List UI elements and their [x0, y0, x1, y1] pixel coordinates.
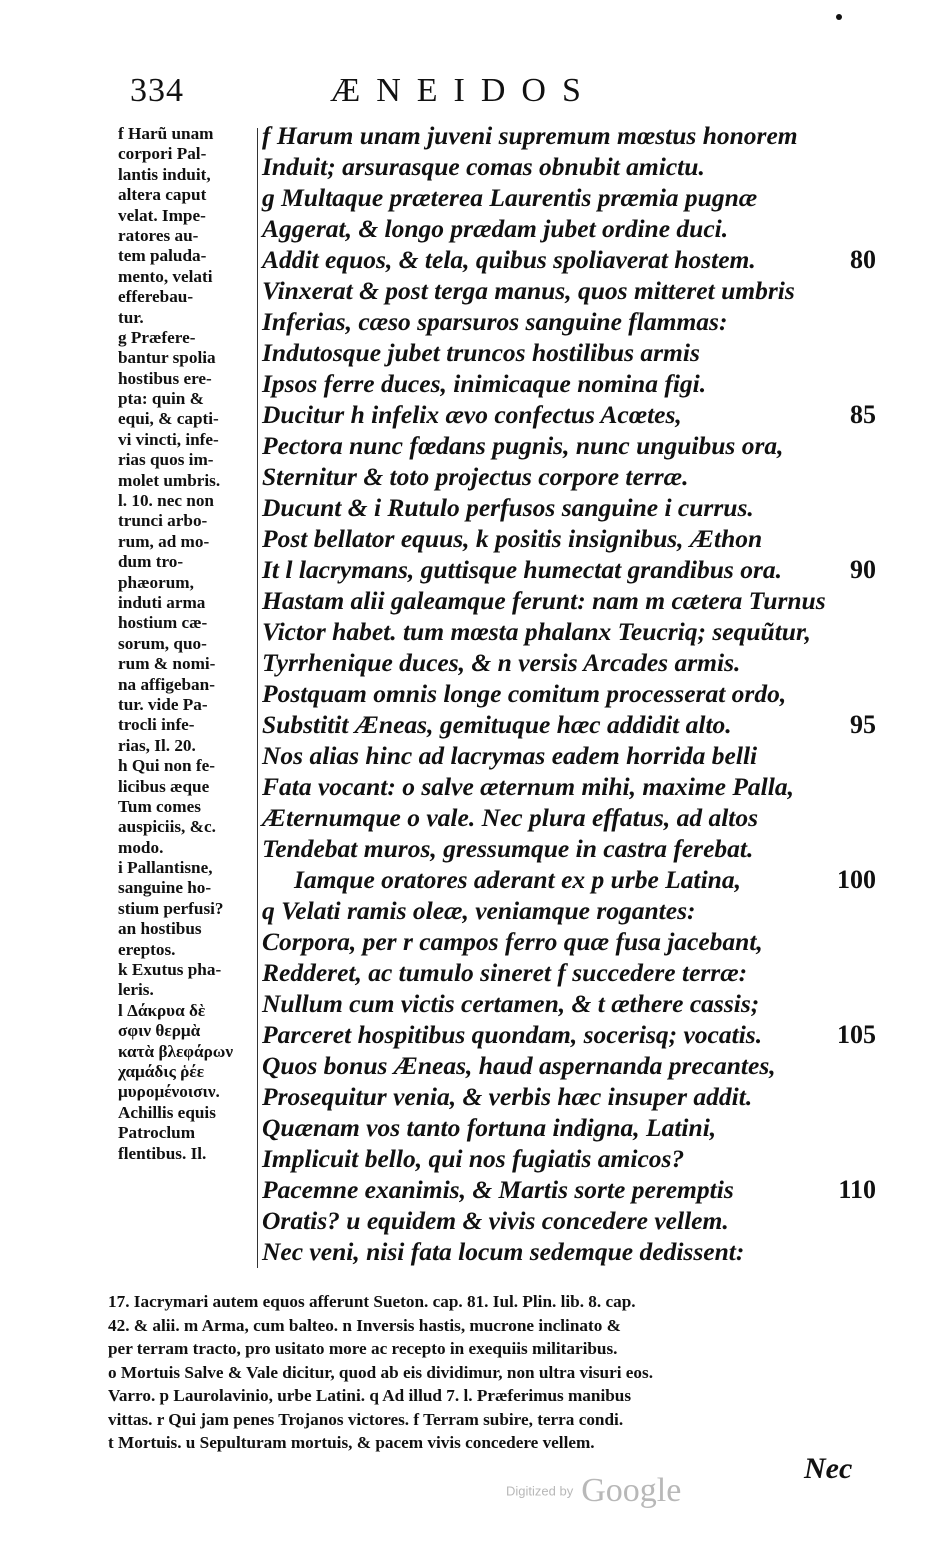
page-number: 334	[130, 72, 184, 109]
marginal-note-line: hostium cæ-	[118, 613, 208, 633]
marginal-note-line: induti arma	[118, 592, 206, 612]
verse-line	[262, 1205, 882, 1236]
footnote-line: 17. Iacrymari autem equos afferunt Sueton. cap. 81. Iul. Plin. lib. 8. cap.	[108, 1292, 636, 1311]
marginal-note-line: rum, ad mo-	[118, 531, 210, 551]
page-header	[120, 72, 680, 118]
marginal-note-line: Achillis equis	[118, 1102, 216, 1122]
verse-line	[262, 1081, 882, 1112]
marginal-note-line: efferebau-	[118, 287, 194, 307]
marginal-note-line: ratores au-	[118, 225, 199, 245]
marginal-note-line: tem paluda-	[118, 246, 207, 266]
verse-text: Pacemne exanimis, & Martis sorte peremptis	[262, 1175, 734, 1204]
verse-number: 85	[850, 400, 876, 429]
verse-text: Pectora nunc fœdans pugnis, nunc unguibus ora,	[262, 431, 784, 460]
verse-line	[262, 337, 882, 368]
marginal-note-line: modo.	[118, 837, 164, 857]
marginal-note-line: k Exutus pha-	[118, 960, 222, 980]
verse-number: 105	[837, 1020, 876, 1049]
marginal-note-line: licibus æque	[118, 776, 210, 796]
column-rule	[257, 128, 258, 1268]
marginal-notes	[118, 124, 250, 1164]
verse-text: Postquam omnis longe comitum processerat ordo,	[262, 679, 787, 708]
verse-line	[262, 399, 882, 430]
marginal-note-line: an hostibus	[118, 919, 202, 939]
verse-line	[262, 523, 882, 554]
marginal-note-line: phæorum,	[118, 572, 194, 592]
digitization-watermark	[506, 1472, 681, 1510]
verse-line	[262, 833, 882, 864]
verse-text: Redderet, ac tumulo sineret f succedere terræ:	[262, 958, 748, 987]
marginal-note-line: rias quos im-	[118, 450, 214, 470]
marginal-note-line: flentibus. Il.	[118, 1143, 207, 1163]
verse-text: Tyrrhenique duces, & n versis Arcades armis.	[262, 648, 741, 677]
marginal-note-line: sorum, quo-	[118, 633, 207, 653]
catchword: Nec	[804, 1452, 853, 1485]
marginal-note-line: equi, & capti-	[118, 409, 219, 429]
marginal-note-line: na affigeban-	[118, 674, 215, 694]
marginal-note-line: altera caput	[118, 185, 207, 205]
marginal-note-line: auspiciis, &c.	[118, 817, 216, 837]
footnote-line: Varro. p Laurolavinio, urbe Latini. q Ad illud 7. l. Præferimus manibus	[108, 1386, 632, 1405]
verse-text: Addit equos, & tela, quibus spoliaverat hostem.	[262, 245, 756, 274]
verse-text: Ipsos ferre duces, inimicaque nomina figi.	[262, 369, 707, 398]
verse-text: Corpora, per r campos ferro quæ fusa jacebant,	[262, 927, 763, 956]
verse-line	[262, 709, 882, 740]
marginal-note-line: l. 10. nec non	[118, 491, 214, 511]
verse-text: q Velati ramis oleæ, veniamque rogantes:	[262, 896, 696, 925]
running-title: ÆNEIDOS	[330, 72, 597, 109]
verse-text: Substitit Æneas, gemituque hæc addidit alto.	[262, 710, 732, 739]
verse-text: Victor habet. tum mœsta phalanx Teucriq; sequũtur,	[262, 617, 811, 646]
verse-number: 90	[850, 555, 876, 584]
marginal-note-line: lantis induit,	[118, 164, 211, 184]
marginal-note-line: mento, velati	[118, 266, 213, 286]
verse-line	[262, 802, 882, 833]
ink-dot	[836, 14, 842, 20]
verse-text: Nec veni, nisi fata locum sedemque dedissent:	[262, 1237, 745, 1266]
verse-text: Quænam vos tanto fortuna indigna, Latini,	[262, 1113, 717, 1142]
marginal-note-line: trocli infe-	[118, 715, 195, 735]
marginal-note-line: rum & nomi-	[118, 654, 216, 674]
marginal-note-line: trunci arbo-	[118, 511, 208, 531]
google-logo: Google	[581, 1472, 682, 1509]
verse-line	[262, 1112, 882, 1143]
footnotes	[108, 1290, 868, 1455]
marginal-note-line: corpori Pal-	[118, 144, 207, 164]
marginal-note-line: h Qui non fe-	[118, 756, 215, 776]
marginal-note-line: velat. Impe-	[118, 205, 206, 225]
marginal-note-line: κατὰ βλεφάρων	[118, 1041, 234, 1061]
marginal-note-line: g Præfere-	[118, 327, 196, 347]
verse-text: Sternitur & toto projectus corpore terræ.	[262, 462, 689, 491]
verse-line	[262, 244, 882, 275]
verse-text: Implicuit bello, qui nos fugiatis amicos?	[262, 1144, 685, 1173]
verse-number: 95	[850, 710, 876, 739]
verse-number: 80	[850, 245, 876, 274]
verse-text: Prosequitur venia, & verbis hæc insuper addit.	[262, 1082, 753, 1111]
verse-line	[262, 1143, 882, 1174]
verse-text: Vinxerat & post terga manus, quos mitteret umbris	[262, 276, 795, 305]
verse-line	[262, 275, 882, 306]
marginal-note-line: i Pallantisne,	[118, 858, 213, 878]
verse-text: Æternumque o vale. Nec plura effatus, ad altos	[262, 803, 759, 832]
marginal-note-line: Tum comes	[118, 796, 201, 816]
marginal-note-line: l Δάκρυα δὲ	[118, 1000, 206, 1020]
footnote-line: vittas. r Qui jam penes Trojanos victores. f Terram subire, terra condi.	[108, 1409, 624, 1429]
marginal-note-line: rias, Il. 20.	[118, 735, 196, 755]
marginal-note-line: molet umbris.	[118, 470, 221, 490]
verse-text: Indutosque jubet truncos hostilibus armis	[262, 338, 700, 367]
verse-text: Ducunt & i Rutulo perfusos sanguine i currus.	[262, 493, 754, 522]
verse-line	[262, 182, 882, 213]
verse-line	[262, 1236, 882, 1267]
footnote-line: 42. & alii. m Arma, cum balteo. n Inversis hastis, mucrone inclinato &	[108, 1315, 621, 1335]
verse-text: Induit; arsurasque comas obnubit amictu.	[262, 152, 705, 181]
marginal-note-line: f Harũ unam	[118, 124, 214, 143]
marginal-note-line: pta: quin &	[118, 389, 204, 409]
marginal-note-line: tur. vide Pa-	[118, 694, 208, 714]
verse-line	[262, 585, 882, 616]
verse-line	[262, 430, 882, 461]
marginal-note-line: sanguine ho-	[118, 878, 212, 898]
marginal-note-line: tur.	[118, 307, 144, 327]
verse-line	[262, 988, 882, 1019]
verse-line	[262, 678, 882, 709]
verse-text: Ducitur h infelix ævo confectus Acœtes,	[262, 400, 682, 429]
verse-text: Inferias, cæso sparsuros sanguine flammas:	[262, 307, 728, 336]
verse-line	[262, 1174, 882, 1205]
verse-line	[262, 492, 882, 523]
verse-text: Nullum cum victis certamen, & t æthere cassis;	[262, 989, 760, 1018]
verse-text: Post bellator equus, k positis insignibus, Æthon	[262, 524, 763, 553]
verse-line	[262, 771, 882, 802]
verse-text: Nos alias hinc ad lacrymas eadem horrida belli	[262, 741, 758, 770]
marginal-note-line: hostibus ere-	[118, 368, 212, 388]
verse-line	[262, 895, 882, 926]
verse-text: Fata vocant: o salve æternum mihi, maxime Palla,	[262, 772, 794, 801]
verse-text: Parceret hospitibus quondam, socerisq; vocatis.	[262, 1020, 763, 1049]
marginal-note-line: χαμάδις ῥέε	[118, 1061, 205, 1081]
verse-line	[262, 306, 882, 337]
marginal-note-line: stium perfusi?	[118, 898, 224, 918]
verse-line	[262, 368, 882, 399]
verse-line	[262, 647, 882, 678]
verse-text: g Multaque præterea Laurentis præmia pugnæ	[262, 183, 758, 212]
verse-line	[262, 554, 882, 585]
verse-text: Tendebat muros, gressumque in castra ferebat.	[262, 834, 754, 863]
verse-text: Iamque oratores aderant ex p urbe Latina,	[294, 865, 741, 894]
verse-text: It l lacrymans, guttisque humectat grandibus ora.	[262, 555, 783, 584]
verse-number: 100	[837, 865, 876, 894]
verse-line	[262, 120, 882, 151]
marginal-note-line: bantur spolia	[118, 348, 216, 368]
marginal-note-line: μυρομένοισιν.	[118, 1082, 220, 1102]
verse-line	[262, 864, 882, 895]
footnote-line: o Mortuis Salve & Vale dicitur, quod ab eis dividimur, non ultra visuri eos.	[108, 1362, 653, 1382]
verse-text: Quos bonus Æneas, haud aspernanda precantes,	[262, 1051, 776, 1080]
footnote-line: per terram tracto, pro usitato more ac recepto in exequiis militaribus.	[108, 1339, 618, 1358]
verse-line	[262, 213, 882, 244]
marginal-note-line: leris.	[118, 980, 154, 1000]
verse-text: Aggerat, & longo prædam jubet ordine duci.	[262, 214, 729, 243]
verse-line	[262, 926, 882, 957]
verse-line	[262, 740, 882, 771]
verse-line	[262, 616, 882, 647]
verse-text: f Harum unam juveni supremum mœstus honorem	[262, 121, 798, 150]
footnote-line: t Mortuis. u Sepulturam mortuis, & pacem vivis concedere vellem.	[108, 1433, 595, 1452]
verse-line	[262, 1050, 882, 1081]
verse-column	[262, 120, 882, 1267]
watermark-prefix: Digitized by	[506, 1483, 574, 1499]
marginal-note-line: Patroclum	[118, 1123, 196, 1143]
verse-line	[262, 957, 882, 988]
verse-line	[262, 461, 882, 492]
marginal-note-line: ereptos.	[118, 939, 176, 959]
verse-number: 110	[838, 1175, 876, 1204]
marginal-note-line: σφιν θερμὰ	[118, 1021, 201, 1041]
marginal-note-line: dum tro-	[118, 552, 184, 572]
marginal-note-line: vi vincti, infe-	[118, 429, 219, 449]
verse-line	[262, 151, 882, 182]
verse-text: Hastam alii galeamque ferunt: nam m cætera Turnus	[262, 586, 826, 615]
verse-line	[262, 1019, 882, 1050]
verse-text: Oratis? u equidem & vivis concedere vellem.	[262, 1206, 729, 1235]
